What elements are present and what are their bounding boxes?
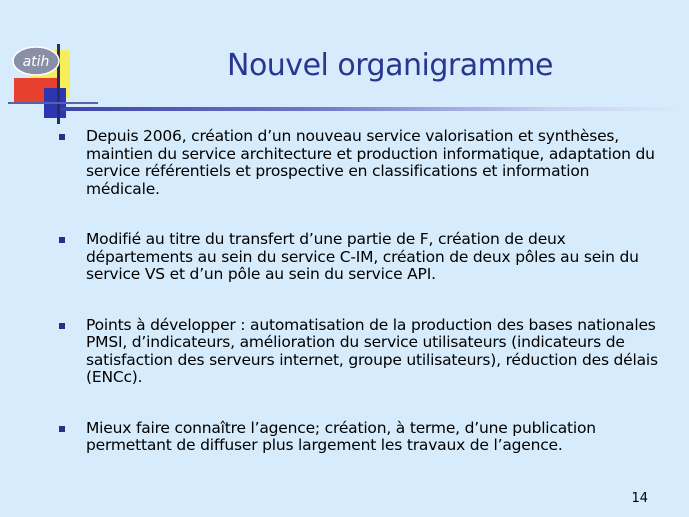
bullet-list <box>58 128 658 455</box>
bullet-item <box>58 128 658 198</box>
title-underline <box>60 107 680 111</box>
atih-logo <box>8 44 98 124</box>
bullet-item <box>58 317 658 387</box>
square-bullet-icon <box>59 426 65 432</box>
bullet-item <box>58 420 658 455</box>
bullet-text: Depuis 2006, création d’un nouveau service valorisation et synthèses, maintien du service architecture et production informatique, adaptation du service référentiels et prospective en classifications et information médicale. <box>86 127 655 198</box>
logo-horizontal-line <box>8 102 98 104</box>
bullet-text: Points à développer : automatisation de la production des bases nationales PMSI, d’indicateurs, amélioration du service utilisateurs (indicateurs de satisfaction des serveurs internet, groupe utilisateurs), réduction des délais (ENCc). <box>86 315 658 386</box>
bullet-item <box>58 231 658 284</box>
square-bullet-icon <box>59 237 65 243</box>
bullet-text: Modifié au titre du transfert d’une partie de F, création de deux départements au sein du service C-IM, création de deux pôles au sein du service VS et d’un pôle au sein du service API. <box>86 230 639 283</box>
slide-title: Nouvel organigramme <box>227 48 553 83</box>
square-bullet-icon <box>59 323 65 329</box>
page-number: 14 <box>631 491 648 506</box>
bullet-text: Mieux faire connaître l’agence; création, à terme, d’une publication permettant de diffuser plus largement les travaux de l’agence. <box>86 418 596 454</box>
logo-text: atih <box>22 54 50 70</box>
square-bullet-icon <box>59 134 65 140</box>
